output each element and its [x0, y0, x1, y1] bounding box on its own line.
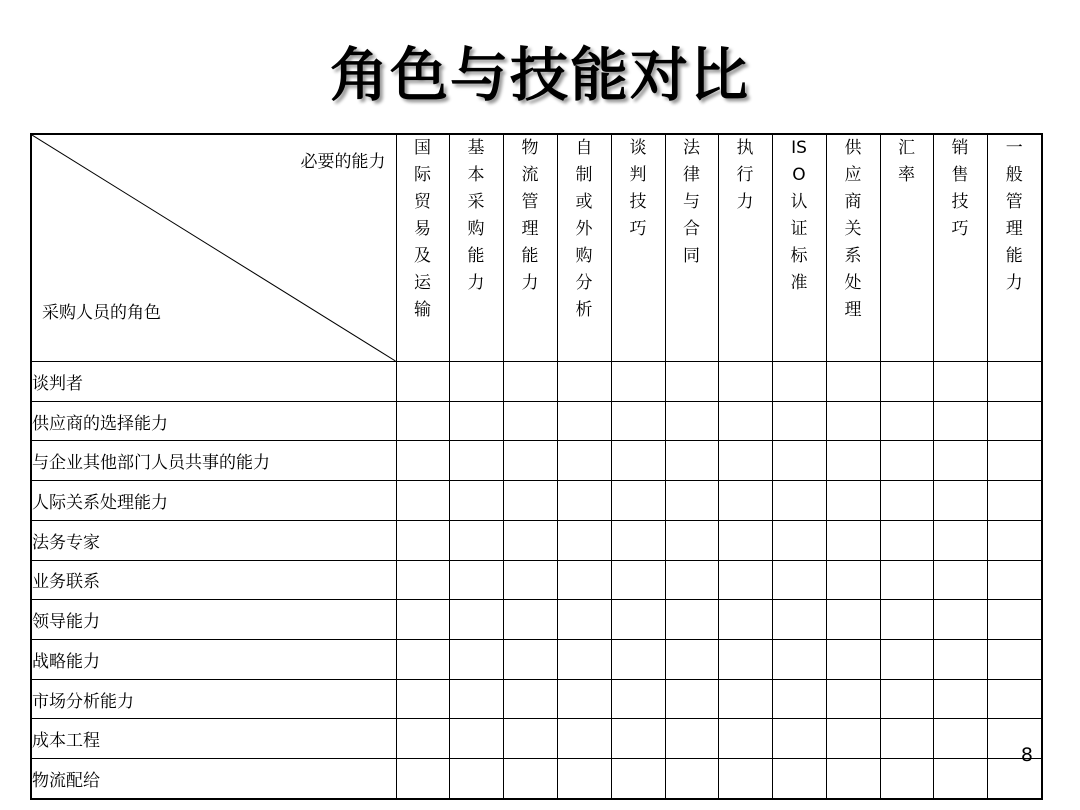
column-header: 一般管理能力 — [987, 134, 1042, 362]
table-cell — [772, 679, 826, 719]
table-cell — [718, 719, 772, 759]
corner-cell — [31, 134, 396, 362]
table-cell — [449, 520, 503, 560]
table-cell — [665, 640, 718, 680]
table-cell — [772, 600, 826, 640]
table-cell — [557, 441, 611, 481]
table-cell — [665, 719, 718, 759]
table-cell — [718, 362, 772, 402]
table-cell — [396, 600, 449, 640]
role-skill-table — [30, 133, 1043, 800]
table-cell — [880, 401, 933, 441]
row-header: 业务联系 — [31, 560, 396, 600]
table-row — [31, 362, 1042, 402]
table-cell — [611, 520, 665, 560]
table-cell — [396, 560, 449, 600]
table-cell — [503, 401, 557, 441]
table-cell — [987, 759, 1042, 799]
table-cell — [718, 441, 772, 481]
row-header: 领导能力 — [31, 600, 396, 640]
table-cell — [396, 441, 449, 481]
table-cell — [557, 560, 611, 600]
column-header: 基本采购能力 — [449, 134, 503, 362]
table-cell — [449, 441, 503, 481]
table-cell — [933, 362, 987, 402]
table-cell — [396, 362, 449, 402]
table-cell — [718, 600, 772, 640]
table-cell — [933, 560, 987, 600]
table-cell — [933, 481, 987, 521]
table-cell — [987, 560, 1042, 600]
table-cell — [718, 759, 772, 799]
table-cell — [396, 640, 449, 680]
column-header: 汇率 — [880, 134, 933, 362]
table-cell — [396, 481, 449, 521]
table-cell — [933, 520, 987, 560]
column-header: 谈判技巧 — [611, 134, 665, 362]
slide-title: 角色与技能对比 — [329, 41, 750, 109]
row-header: 物流配给 — [31, 759, 396, 799]
table-cell — [449, 362, 503, 402]
table-cell — [665, 520, 718, 560]
table-cell — [665, 600, 718, 640]
table-cell — [557, 520, 611, 560]
table-cell — [718, 679, 772, 719]
row-header: 人际关系处理能力 — [31, 481, 396, 521]
table-cell — [611, 481, 665, 521]
table-cell — [880, 600, 933, 640]
table-cell — [987, 401, 1042, 441]
table-cell — [718, 481, 772, 521]
table-cell — [718, 520, 772, 560]
row-header: 与企业其他部门人员共事的能力 — [31, 441, 396, 481]
table-cell — [557, 679, 611, 719]
table-cell — [933, 441, 987, 481]
table-cell — [396, 719, 449, 759]
table-cell — [665, 362, 718, 402]
table-cell — [772, 520, 826, 560]
table-cell — [880, 481, 933, 521]
table-cell — [503, 719, 557, 759]
table-row — [31, 481, 1042, 521]
table-cell — [826, 401, 880, 441]
table-cell — [772, 719, 826, 759]
row-header: 供应商的选择能力 — [31, 401, 396, 441]
table-row — [31, 600, 1042, 640]
table-cell — [665, 481, 718, 521]
table-cell — [880, 719, 933, 759]
table-cell — [772, 560, 826, 600]
table-cell — [557, 640, 611, 680]
table-cell — [826, 560, 880, 600]
page-number: 8 — [1020, 744, 1033, 766]
table-row — [31, 719, 1042, 759]
table-cell — [665, 560, 718, 600]
table-body — [31, 362, 1042, 800]
table-cell — [718, 560, 772, 600]
table-cell — [987, 520, 1042, 560]
row-header: 成本工程 — [31, 719, 396, 759]
table-row — [31, 520, 1042, 560]
table-cell — [449, 679, 503, 719]
table-cell — [987, 719, 1042, 759]
table-cell — [503, 640, 557, 680]
header-row — [31, 134, 1042, 362]
table-cell — [449, 481, 503, 521]
table-cell — [826, 679, 880, 719]
table-cell — [933, 679, 987, 719]
table-cell — [772, 362, 826, 402]
table-cell — [503, 520, 557, 560]
table-cell — [611, 600, 665, 640]
table-cell — [449, 759, 503, 799]
table-cell — [557, 600, 611, 640]
table-cell — [503, 560, 557, 600]
column-header: 供应商关系处理 — [826, 134, 880, 362]
table-cell — [557, 401, 611, 441]
column-header: 法律与合同 — [665, 134, 718, 362]
table-cell — [396, 520, 449, 560]
table-cell — [933, 719, 987, 759]
table-cell — [826, 362, 880, 402]
table-row — [31, 401, 1042, 441]
table-cell — [880, 441, 933, 481]
table-row — [31, 441, 1042, 481]
table-cell — [880, 679, 933, 719]
column-header: 销售技巧 — [933, 134, 987, 362]
table-cell — [933, 600, 987, 640]
table-row — [31, 759, 1042, 799]
table-cell — [880, 759, 933, 799]
table-cell — [987, 640, 1042, 680]
table-cell — [772, 640, 826, 680]
table-cell — [503, 759, 557, 799]
table-cell — [396, 401, 449, 441]
table-cell — [611, 679, 665, 719]
table-cell — [611, 362, 665, 402]
table-cell — [503, 600, 557, 640]
table-row — [31, 679, 1042, 719]
table-cell — [665, 759, 718, 799]
row-header: 市场分析能力 — [31, 679, 396, 719]
table-cell — [503, 441, 557, 481]
table-cell — [987, 600, 1042, 640]
table-cell — [557, 759, 611, 799]
table-cell — [396, 679, 449, 719]
table-cell — [611, 441, 665, 481]
table-cell — [933, 640, 987, 680]
table-cell — [772, 441, 826, 481]
table-cell — [987, 481, 1042, 521]
table-row — [31, 640, 1042, 680]
table-cell — [826, 640, 880, 680]
table-cell — [611, 640, 665, 680]
table-cell — [880, 560, 933, 600]
table-cell — [503, 679, 557, 719]
table-cell — [772, 401, 826, 441]
table-cell — [772, 481, 826, 521]
table-cell — [449, 600, 503, 640]
table-cell — [611, 719, 665, 759]
table-cell — [665, 679, 718, 719]
table-cell — [718, 401, 772, 441]
corner-label-roles: 采购人员的角色 — [42, 303, 161, 323]
table-cell — [826, 520, 880, 560]
table-cell — [611, 560, 665, 600]
table-cell — [449, 560, 503, 600]
table-cell — [880, 640, 933, 680]
table-cell — [557, 481, 611, 521]
table-row — [31, 560, 1042, 600]
table-cell — [933, 401, 987, 441]
table-cell — [826, 759, 880, 799]
table-cell — [826, 441, 880, 481]
table-cell — [611, 759, 665, 799]
table-cell — [826, 600, 880, 640]
table-cell — [557, 719, 611, 759]
table-cell — [987, 679, 1042, 719]
table-cell — [933, 759, 987, 799]
table-cell — [449, 401, 503, 441]
table-cell — [665, 401, 718, 441]
table-cell — [665, 441, 718, 481]
table-cell — [880, 520, 933, 560]
column-header: ISO认证标准 — [772, 134, 826, 362]
table-cell — [718, 640, 772, 680]
table-cell — [772, 759, 826, 799]
table-cell — [503, 362, 557, 402]
column-header: 执行力 — [718, 134, 772, 362]
column-header: 国际贸易及运输 — [396, 134, 449, 362]
table-cell — [503, 481, 557, 521]
column-header: 自制或外购分析 — [557, 134, 611, 362]
row-header: 谈判者 — [31, 362, 396, 402]
table-cell — [611, 401, 665, 441]
table-cell — [987, 441, 1042, 481]
table-cell — [557, 362, 611, 402]
table-cell — [987, 362, 1042, 402]
table-cell — [449, 719, 503, 759]
table-cell — [826, 481, 880, 521]
table-cell — [449, 640, 503, 680]
table-cell — [396, 759, 449, 799]
column-header: 物流管理能力 — [503, 134, 557, 362]
table-cell — [880, 362, 933, 402]
table-cell — [826, 719, 880, 759]
corner-label-abilities: 必要的能力 — [300, 152, 386, 172]
row-header: 战略能力 — [31, 640, 396, 680]
row-header: 法务专家 — [31, 520, 396, 560]
